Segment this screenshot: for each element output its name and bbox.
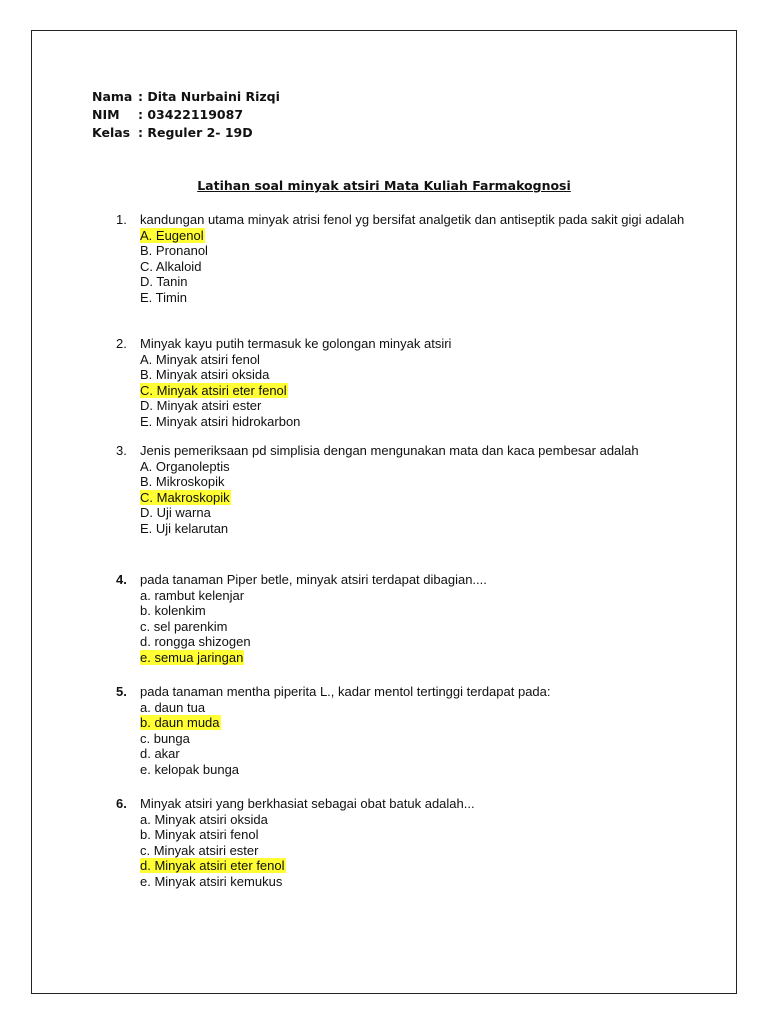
answer-option [140, 731, 696, 747]
answer-option [140, 367, 696, 383]
option-label: b. Minyak atsiri fenol [140, 827, 259, 842]
answer-option [140, 243, 696, 259]
option-label: d. rongga shizogen [140, 634, 251, 649]
answer-option-highlighted [140, 490, 696, 506]
class-row [92, 124, 280, 142]
nim-row [92, 106, 280, 124]
answer-option [140, 459, 696, 475]
student-info [92, 88, 280, 142]
question-number: 3. [116, 443, 127, 458]
question-body [140, 684, 696, 777]
answer-option [140, 474, 696, 490]
answer-option-highlighted [140, 650, 696, 666]
question-item [116, 572, 696, 665]
answer-option [140, 634, 696, 650]
answer-option [140, 843, 696, 859]
question-number: 4. [116, 572, 127, 587]
question-number: 1. [116, 212, 127, 227]
answer-option-highlighted [140, 383, 696, 399]
question-text: pada tanaman Piper betle, minyak atsiri terdapat dibagian.... [140, 572, 487, 587]
question-item [116, 336, 696, 429]
answer-option [140, 762, 696, 778]
answer-option-highlighted [140, 715, 696, 731]
option-label: B. Pronanol [140, 243, 208, 258]
option-label: c. bunga [140, 730, 190, 746]
option-label: A. Minyak atsiri fenol [140, 351, 260, 367]
answer-option [140, 700, 696, 716]
option-label: A. Eugenol [140, 227, 204, 243]
answer-option [140, 746, 696, 762]
class-value: : Reguler 2- 19D [138, 125, 253, 140]
question-body [140, 336, 696, 429]
question-body [140, 443, 696, 536]
question-body [140, 796, 696, 889]
option-label: C. Alkaloid [140, 258, 202, 274]
question-text: Minyak atsiri yang berkhasiat sebagai obat batuk adalah... [140, 796, 475, 811]
option-label: a. Minyak atsiri oksida [140, 811, 268, 827]
answer-option [140, 619, 696, 635]
class-label: Kelas [92, 125, 131, 140]
option-label: d. akar [140, 746, 180, 761]
question-item [116, 684, 696, 777]
question-text: pada tanaman mentha piperita L., kadar mentol tertinggi terdapat pada: [140, 684, 551, 699]
answer-option [140, 603, 696, 619]
option-label: a. daun tua [140, 699, 206, 715]
question-text: Minyak kayu putih termasuk ke golongan minyak atsiri [140, 336, 452, 351]
option-label: B. Minyak atsiri oksida [140, 367, 270, 382]
nim-label: NIM [92, 107, 120, 122]
answer-option [140, 505, 696, 521]
option-label: C. Minyak atsiri eter fenol [140, 382, 287, 398]
option-label: D. Tanin [140, 274, 188, 289]
answer-option [140, 274, 696, 290]
name-value: : Dita Nurbaini Rizqi [138, 89, 280, 104]
answer-option [140, 827, 696, 843]
option-label: c. sel parenkim [140, 618, 228, 634]
question-number: 2. [116, 336, 127, 351]
document-title: Latihan soal minyak atsiri Mata Kuliah Farmakognosi [197, 178, 571, 193]
option-label: D. Minyak atsiri ester [140, 398, 262, 413]
question-item [116, 796, 696, 889]
option-label: c. Minyak atsiri ester [140, 842, 259, 858]
answer-option [140, 352, 696, 368]
nim-value: : 03422119087 [138, 107, 244, 122]
name-label: Nama [92, 89, 133, 104]
option-label: C. Makroskopik [140, 489, 230, 505]
option-label: E. Timin [140, 289, 187, 305]
option-label: A. Organoleptis [140, 458, 230, 474]
question-item [116, 443, 696, 536]
name-row [92, 88, 280, 106]
question-text: Jenis pemeriksaan pd simplisia dengan mengunakan mata dan kaca pembesar adalah [140, 443, 639, 458]
option-label: d. Minyak atsiri eter fenol [140, 858, 285, 873]
question-body [140, 572, 696, 665]
question-body [140, 212, 696, 305]
option-label: B. Mikroskopik [140, 474, 225, 489]
answer-option [140, 812, 696, 828]
question-item [116, 212, 696, 305]
answer-option [140, 521, 696, 537]
option-label: b. kolenkim [140, 603, 206, 618]
question-number: 6. [116, 796, 127, 811]
answer-option [140, 259, 696, 275]
option-label: e. semua jaringan [140, 649, 244, 665]
option-label: e. Minyak atsiri kemukus [140, 873, 283, 889]
option-label: E. Minyak atsiri hidrokarbon [140, 413, 301, 429]
question-number: 5. [116, 684, 127, 699]
answer-option-highlighted [140, 858, 696, 874]
question-text: kandungan utama minyak atrisi fenol yg bersifat analgetik dan antiseptik pada sakit gigi adalah [140, 212, 685, 227]
option-label: e. kelopak bunga [140, 761, 240, 777]
option-label: b. daun muda [140, 715, 220, 730]
option-label: D. Uji warna [140, 505, 211, 520]
answer-option [140, 398, 696, 414]
answer-option [140, 874, 696, 890]
answer-option [140, 290, 696, 306]
option-label: E. Uji kelarutan [140, 520, 229, 536]
answer-option-highlighted [140, 228, 696, 244]
answer-option [140, 414, 696, 430]
answer-option [140, 588, 696, 604]
option-label: a. rambut kelenjar [140, 587, 245, 603]
